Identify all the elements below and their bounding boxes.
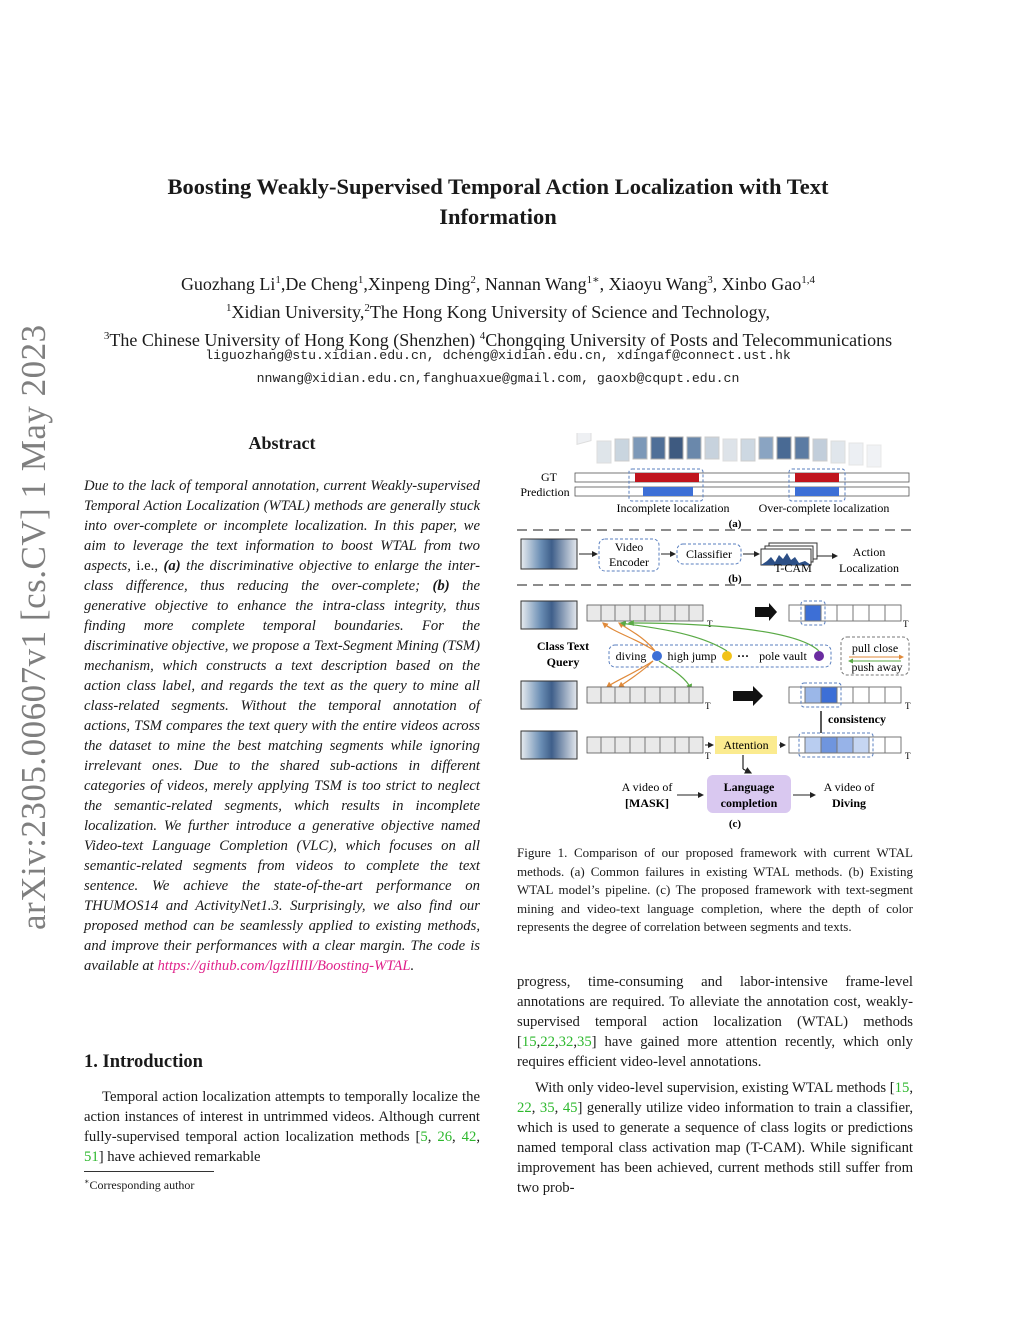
affiliation-line-1: $^1$Xidian University,$^2$The Hong Kong University of Science and Technology, bbox=[226, 302, 770, 322]
title-line-2: Information bbox=[439, 204, 557, 229]
video-thumbnail bbox=[521, 601, 577, 629]
svg-text:[MASK]: [MASK] bbox=[625, 796, 669, 810]
arrow-right-icon bbox=[733, 686, 763, 706]
svg-text:Query: Query bbox=[546, 655, 580, 669]
svg-text:completion: completion bbox=[720, 796, 778, 810]
pull-close-label: pull close bbox=[851, 641, 899, 655]
pred-segment bbox=[795, 487, 839, 496]
prediction-label: Prediction bbox=[520, 485, 570, 499]
figure-caption: Figure 1. Comparison of our proposed framework with current WTAL methods. (a) Common failures in existing WTAL methods. (b) Existing WTAL model’s pipeline. (c) The proposed framework with text-segment mining and video-text language completion, where the depth of color represents the degree of correlation between segments and texts. bbox=[517, 845, 913, 934]
incomplete-label: Incomplete localization bbox=[616, 501, 730, 515]
author-block bbox=[60, 268, 936, 352]
video-thumbnail bbox=[521, 731, 577, 759]
author-name: De Cheng bbox=[285, 274, 358, 294]
abstract-heading: Abstract bbox=[248, 433, 316, 453]
svg-text:···: ··· bbox=[736, 649, 750, 663]
author-name: Nannan Wang bbox=[484, 274, 587, 294]
paragraph: progress, time-consuming and labor-intensive frame-level annotations are required. To alleviate the annotation cost, weakly-supervised temporal action localization (WTAL) methods [15,22,32,35] have gained more attention recently, which only requires efficient video-level annotations. bbox=[517, 974, 913, 1070]
query-high-jump: high jump bbox=[667, 649, 717, 663]
svg-text:Diving: Diving bbox=[831, 796, 867, 810]
panel-a-label: (a) bbox=[728, 518, 742, 530]
gt-segment bbox=[795, 473, 839, 482]
citation-link[interactable]: 35 bbox=[576, 1034, 592, 1050]
segment-row bbox=[587, 605, 703, 621]
arxiv-sidebar-id: arXiv:2305.00607v1 [cs.CV] 1 May 2023 bbox=[14, 324, 53, 930]
intro-heading: 1. Introduction bbox=[84, 1052, 203, 1072]
paper-title bbox=[100, 172, 896, 232]
citation-link[interactable]: 5 bbox=[420, 1129, 428, 1145]
citation-link[interactable]: 22 bbox=[540, 1034, 555, 1050]
citation-link[interactable]: 26 bbox=[437, 1129, 453, 1145]
action-localization-label: Action bbox=[852, 545, 886, 559]
high-jump-dot bbox=[722, 651, 732, 661]
right-column-text bbox=[517, 972, 913, 1198]
author-list: Guozhang Li$^1$,De Cheng$^1$,Xinpeng Ding$^2$, Nannan Wang$^{1∗}$, Xiaoyu Wang$^3$, Xinbo Gao$^{1,4}$ bbox=[180, 274, 816, 294]
svg-text:Encoder: Encoder bbox=[609, 555, 649, 569]
prediction-track bbox=[575, 487, 909, 496]
segment-row bbox=[587, 737, 703, 753]
svg-text:T: T bbox=[903, 619, 909, 629]
author-name: Xinpeng Ding bbox=[367, 274, 471, 294]
arrow-right-icon bbox=[755, 603, 777, 621]
svg-text:Attention: Attention bbox=[723, 738, 769, 752]
citation-link[interactable]: 22 bbox=[517, 1100, 532, 1116]
svg-text:Language: Language bbox=[723, 780, 775, 794]
citation-link[interactable]: 32 bbox=[558, 1034, 574, 1050]
svg-text:T: T bbox=[705, 701, 711, 711]
consistency-label: consistency bbox=[828, 712, 886, 726]
overcomplete-label: Over-complete localization bbox=[758, 501, 890, 515]
svg-text:T: T bbox=[905, 751, 911, 761]
video-diving-label: A video of bbox=[823, 780, 875, 794]
footnote: ∗Corresponding author bbox=[84, 1177, 195, 1192]
email-line-1: liguozhang@stu.xidian.edu.cn, dcheng@xidian.edu.cn, xdingaf@connect.ust.hk bbox=[205, 348, 791, 363]
citation-link[interactable]: 51 bbox=[84, 1149, 99, 1165]
figure-1 bbox=[515, 433, 915, 838]
email-line-2: nnwang@xidian.edu.cn,fanghuaxue@gmail.com, gaoxb@cqupt.edu.cn bbox=[256, 371, 740, 386]
citation-link[interactable]: 15 bbox=[894, 1080, 910, 1096]
pred-segment bbox=[643, 487, 693, 496]
pole-vault-dot bbox=[814, 651, 824, 661]
video-thumbnail bbox=[521, 539, 577, 569]
tcam-label: T-CAM bbox=[774, 561, 812, 575]
gt-track bbox=[575, 473, 909, 482]
abstract-text: Due to the lack of temporal annotation, current Weakly-supervised Temporal Action Localization (WTAL) methods are generally stuck into over-complete or incomplete localization. In this paper, we aim to leverage the text information to boost WTAL from two aspects, i.e., (a) the discriminative objective to enlarge the inter-class difference, thus reducing the over-complete; (b) the generative objective to enhance the intra-class integrity, thus finding more complete temporal boundaries. For the discriminative objective, we propose a Text-Segment Mining (TSM) mechanism, which constructs a text description based on the action class label, and regards the text as the query to mine all class-related segments. Without the temporal annotation of actions, TSM compares the text query with the entire videos across the dataset to mine the best matching segments while ignoring irrelevant ones. Due to the shared sub-actions in different categories of videos, merely applying TSM is too strict to neglect the semantic-related segments, which results in incomplete localization. We further introduce a generative objective named Video-text Language Completion (VLC), which focuses on all semantic-related segments from videos to complete the text sentence. We achieve the state-of-the-art performance on THUMOS14 and ActivityNet1.3. Surprisingly, we also find our proposed method can be seamlessly applied to existing methods, and improve their performances with a clear margin. The code is available at https://github.com/lgzlIlIlI/Boosting-WTAL. bbox=[84, 478, 480, 974]
svg-text:T: T bbox=[705, 751, 711, 761]
class-text-label: Class Text bbox=[536, 639, 590, 653]
push-away-label: push away bbox=[851, 660, 903, 674]
video-thumbnail bbox=[521, 681, 577, 709]
affiliation-line-2: $^3$The Chinese University of Hong Kong (Shenzhen) $^4$Chongqing University of Posts and Telecommunications bbox=[103, 330, 893, 350]
author-name: Xiaoyu Wang bbox=[608, 274, 708, 294]
citation-link[interactable]: 35 bbox=[539, 1100, 555, 1116]
query-pole-vault: pole vault bbox=[759, 649, 807, 663]
svg-text:Localization: Localization bbox=[839, 561, 899, 575]
author-name: Guozhang Li bbox=[180, 274, 276, 294]
diving-dot bbox=[652, 651, 662, 661]
gt-segment bbox=[635, 473, 699, 482]
code-link[interactable]: https://github.com/lgzlIlIlI/Boosting-WTAL bbox=[157, 958, 411, 974]
segment-row-result bbox=[789, 601, 901, 625]
panel-b-label: (b) bbox=[728, 573, 742, 585]
gt-label: GT bbox=[541, 470, 557, 484]
email-block bbox=[60, 344, 936, 390]
panel-c-label: (c) bbox=[728, 818, 742, 830]
intro-paragraph: Temporal action localization attempts to temporally localize the action instances of interest in untrimmed videos. Although current fully-supervised temporal action localization methods [5, 26, 42, 51] have achieved remarkable bbox=[84, 1089, 480, 1165]
citation-link[interactable]: 42 bbox=[461, 1129, 477, 1145]
segment-row-result bbox=[789, 683, 901, 707]
query-diving: diving bbox=[615, 649, 647, 663]
citation-link[interactable]: 45 bbox=[562, 1100, 578, 1116]
title-line-1: Boosting Weakly-Supervised Temporal Action Localization with Text bbox=[167, 174, 829, 199]
citation-link[interactable]: 15 bbox=[521, 1034, 537, 1050]
svg-text:Classifier: Classifier bbox=[686, 547, 732, 561]
segment-row bbox=[587, 687, 703, 703]
svg-text:T: T bbox=[707, 619, 713, 629]
video-frame-strip bbox=[577, 433, 881, 467]
segment-row-result bbox=[789, 733, 901, 757]
paragraph: With only video-level supervision, existing WTAL methods [15, 22, 35, 45] generally utilize video information to train a classifier, which is used to generate a sequence of class logits or predictions named temporal class activation map (T-CAM). While significant improvement has been achieved, current methods still suffer from two prob- bbox=[517, 1080, 914, 1196]
svg-text:Video: Video bbox=[614, 540, 644, 554]
footnote-divider bbox=[84, 1171, 214, 1172]
svg-text:T: T bbox=[905, 701, 911, 711]
video-mask-label: A video of bbox=[621, 780, 673, 794]
author-name: Xinbo Gao bbox=[721, 274, 802, 294]
